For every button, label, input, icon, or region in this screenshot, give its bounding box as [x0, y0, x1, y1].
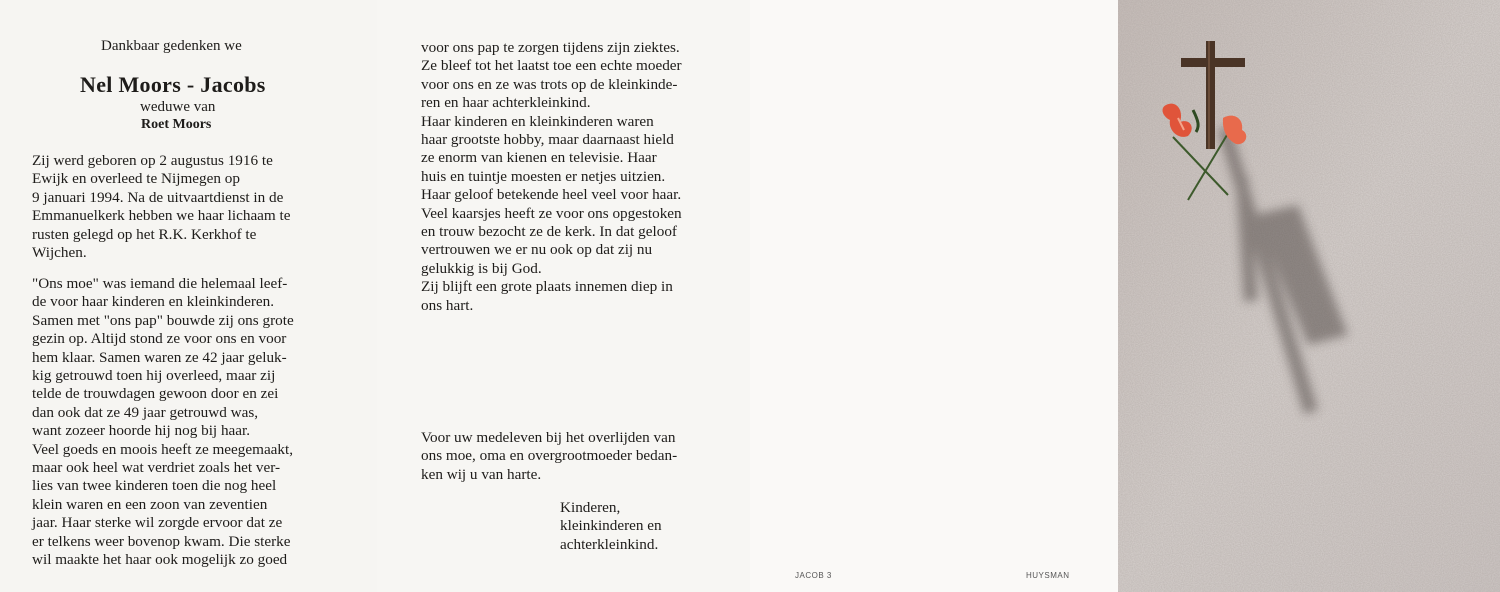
intro-line: Dankbaar gedenken we — [101, 38, 242, 54]
husband-name: Roet Moors — [141, 117, 212, 132]
card-code: JACOB 3 — [795, 571, 832, 580]
cross-with-flower-photo — [1118, 0, 1500, 592]
life-paragraph-continued: voor ons pap te zorgen tijdens zijn ziektes. Ze bleef tot het laatst toe een echte moeder voor ons en ze was trots op de kleinkinde- ren en haar achterkleinkind. Haar kinderen en kleinkinderen waren haar grootste hobby, maar daarnaast hield ze enorm van kienen en televisie. Haar huis en tuintje moesten er netjes uitzien. Haar geloof betekende heel veel voor haar. Veel kaarsjes heeft ze voor ons opgestoken en trouw bezocht ze de kerk. In dat geloof vertrouwen we er nu ook op dat zij nu gelukkig is bij God. Zij blijft een grote plaats innemen diep in ons hart. — [421, 39, 682, 314]
deceased-name: Nel Moors - Jacobs — [80, 72, 266, 97]
life-paragraph: "Ons moe" was iemand die helemaal leef- de voor haar kinderen en kleinkinderen. Samen met "ons pap" bouwde zij ons grote gezin op. Altijd stond ze voor ons en voor hem klaar. Samen waren ze 42 jaar geluk- kig getrouwd toen hij overleed, maar zij telde de trouwdagen gewoon door en zei dan ook dat ze 49 jaar getrouwd was, want zozeer hoorde hij nog bij haar. Veel goeds en moois heeft ze meegemaakt, maar ook heel wat verdriet zoals het ver- lies van twee kinderen toen die nog heel klein waren en een zoon van zeventien jaar. Haar sterke wil zorgde ervoor dat ze er telkens weer bovenop kwam. Die sterke wil maakte het haar ook mogelijk zo goed — [32, 275, 294, 569]
thanks-paragraph: Voor uw medeleven bij het overlijden van ons moe, oma en overgrootmoeder bedan- ken wij u van harte. — [421, 429, 678, 483]
widow-of-label: weduwe van — [140, 99, 216, 115]
card-panel-left — [0, 0, 377, 592]
card-panel-blank — [750, 0, 1118, 592]
birth-death-paragraph: Zij werd geboren op 2 augustus 1916 te Ewijk en overleed te Nijmegen op 9 januari 1994. Na de uitvaartdienst in de Emmanuelkerk hebben we haar lichaam te rusten gelegd op het R.K. Kerkhof te Wijchen. — [32, 152, 291, 262]
printer-name: HUYSMAN — [1026, 571, 1070, 580]
photo-panel — [1118, 0, 1500, 592]
signature-block: Kinderen, kleinkinderen en achterkleinkind. — [560, 499, 662, 553]
